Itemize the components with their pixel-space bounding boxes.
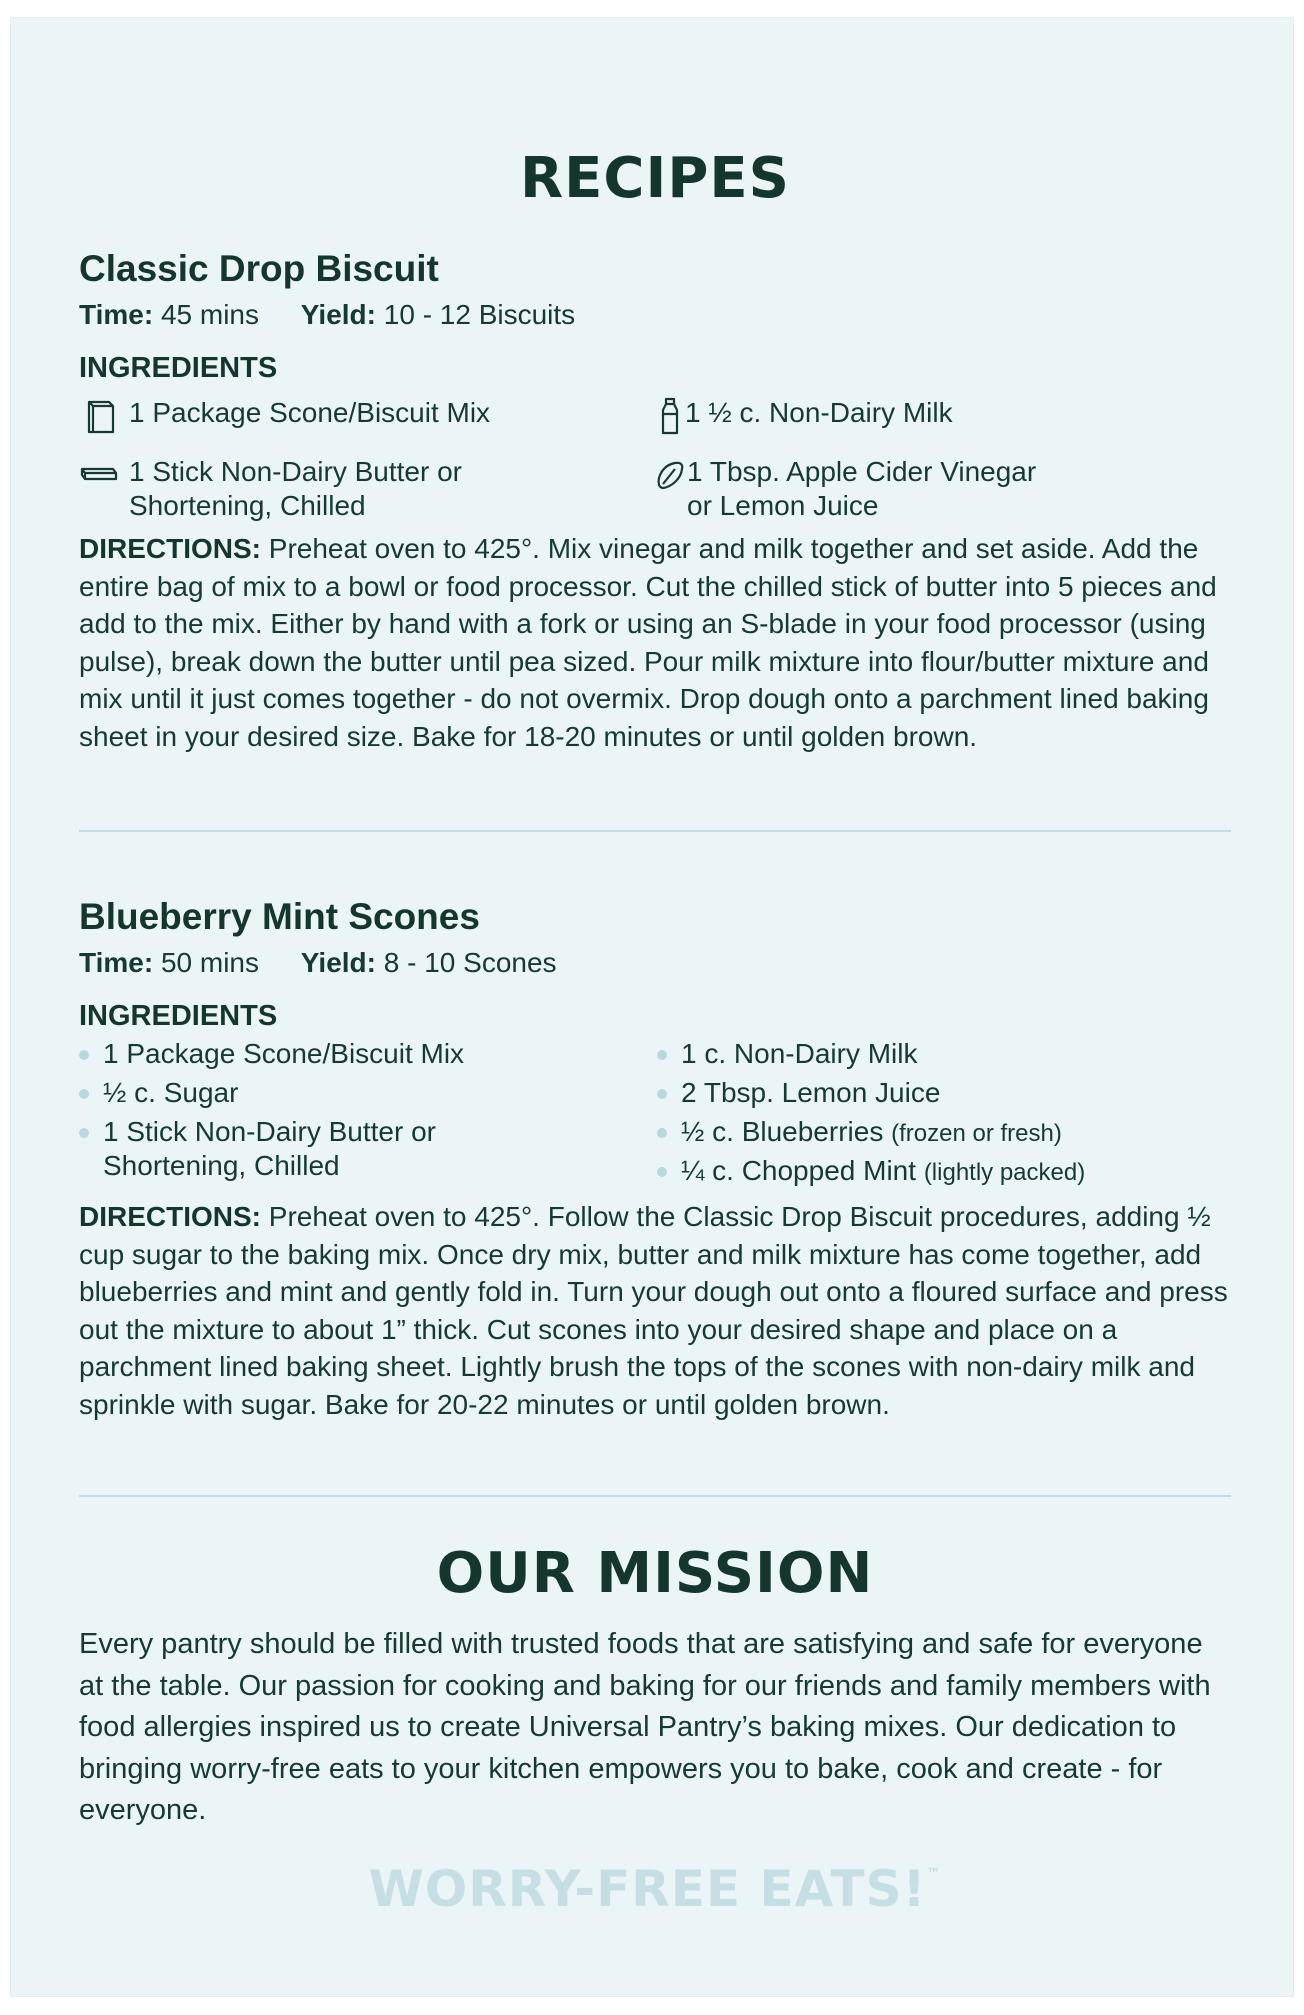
yield-label: Yield: bbox=[300, 947, 376, 978]
list-item bbox=[79, 1115, 436, 1183]
list-item: ½ c. Sugar bbox=[79, 1076, 238, 1110]
list-item bbox=[657, 1154, 1085, 1190]
ingredient-line-1: 1 Tbsp. Apple Cider Vinegar bbox=[687, 456, 1037, 487]
time-value: 45 mins bbox=[160, 299, 259, 330]
divider bbox=[79, 830, 1231, 832]
ingredient-line-1: 1 Stick Non-Dairy Butter or bbox=[129, 456, 462, 487]
time-value: 50 mins bbox=[160, 947, 259, 978]
ingredient-item bbox=[655, 396, 953, 436]
list-item-text: 2 Tbsp. Lemon Juice bbox=[681, 1077, 941, 1108]
ingredient-text: 1 ½ c. Non-Dairy Milk bbox=[685, 397, 953, 428]
list-item: 1 Package Scone/Biscuit Mix bbox=[79, 1037, 464, 1071]
page-title: RECIPES bbox=[520, 146, 790, 211]
ingredients-heading: INGREDIENTS bbox=[79, 1000, 278, 1032]
list-item-text: ½ c. Blueberries bbox=[681, 1116, 884, 1147]
list-item bbox=[657, 1115, 1062, 1151]
list-item-line-2: Shortening, Chilled bbox=[103, 1150, 340, 1181]
list-item-text: ¼ c. Chopped Mint bbox=[681, 1155, 917, 1186]
recipe-meta bbox=[79, 299, 575, 331]
ingredient-item bbox=[655, 455, 1036, 523]
butter-stick-icon bbox=[79, 455, 119, 495]
lemon-icon bbox=[655, 455, 685, 495]
mission-text: Every pantry should be filled with trusted foods that are satisfying and safe for everyone at the table. Our passion for cooking and baking for our friends and family members with food allergies inspired us to create Universal Pantry’s baking mixes. Our dedication to bringing worry-free eats to your kitchen empowers you to bake, cook and create - for everyone. bbox=[79, 1628, 1211, 1826]
ingredient-text bbox=[129, 455, 462, 523]
yield-label: Yield: bbox=[300, 299, 376, 330]
list-item bbox=[657, 1076, 940, 1110]
directions-body: Preheat oven to 425°. Follow the Classic Drop Biscuit procedures, adding ½ cup sugar to the baking mix. Once dry mix, butter and milk mixture has come together, add blueberries and mint and gently fold in. Turn your dough out onto a floured surface and press out the mixture to about 1” thick. Cut scones into your desired shape and place on a parchment lined baking sheet. Lightly brush the tops of the scones with non-dairy milk and sprinkle with sugar. Bake for 20-22 minutes or until golden brown. bbox=[79, 1201, 1228, 1420]
recipe-title-blueberry-mint-scones: Blueberry Mint Scones bbox=[79, 896, 480, 937]
divider bbox=[79, 1495, 1231, 1497]
trademark-symbol: ™ bbox=[926, 1866, 942, 1882]
ingredients-heading: INGREDIENTS bbox=[79, 352, 278, 384]
directions-text bbox=[79, 1198, 1231, 1423]
list-item-note: (frozen or fresh) bbox=[891, 1120, 1062, 1147]
recipe-meta bbox=[79, 947, 557, 979]
ingredient-text: 1 Package Scone/Biscuit Mix bbox=[129, 397, 491, 428]
list-item-line-1: 1 Stick Non-Dairy Butter or bbox=[103, 1116, 436, 1147]
ingredient-item bbox=[79, 455, 462, 523]
list-item bbox=[657, 1037, 917, 1071]
package-icon bbox=[79, 396, 119, 436]
list-item-text: 1 c. Non-Dairy Milk bbox=[681, 1038, 918, 1069]
footer-logo bbox=[79, 1860, 1231, 1918]
yield-value: 8 - 10 Scones bbox=[383, 947, 557, 978]
recipe-title-classic-drop-biscuit: Classic Drop Biscuit bbox=[79, 248, 439, 289]
time-label: Time: bbox=[79, 947, 154, 978]
list-item-note: (lightly packed) bbox=[923, 1159, 1086, 1186]
directions-text bbox=[79, 530, 1231, 755]
ingredient-line-2: or Lemon Juice bbox=[687, 490, 879, 521]
directions-body: Preheat oven to 425°. Mix vinegar and milk together and set aside. Add the entire bag of mix to a bowl or food processor. Cut the chilled stick of butter into 5 pieces and add to the mix. Either by hand with a fork or using an S-blade in your food processor (using pulse), break down the butter until pea sized. Pour milk mixture into flour/butter mixture and mix until it just comes together - do not overmix. Drop dough onto a parchment lined baking sheet in your desired size. Bake for 18-20 minutes or until golden brown. bbox=[79, 533, 1217, 752]
ingredient-item bbox=[79, 396, 490, 436]
footer-logo-text: WORRY-FREE EATS! bbox=[368, 1860, 927, 1918]
milk-bottle-icon bbox=[655, 396, 685, 436]
directions-label: DIRECTIONS: bbox=[79, 1201, 261, 1232]
time-label: Time: bbox=[79, 299, 154, 330]
recipe-card bbox=[10, 17, 1294, 1997]
ingredient-line-2: Shortening, Chilled bbox=[129, 490, 366, 521]
mission-title: OUR MISSION bbox=[436, 1541, 874, 1606]
yield-value: 10 - 12 Biscuits bbox=[383, 299, 576, 330]
ingredient-text bbox=[687, 455, 1036, 523]
directions-label: DIRECTIONS: bbox=[79, 533, 261, 564]
